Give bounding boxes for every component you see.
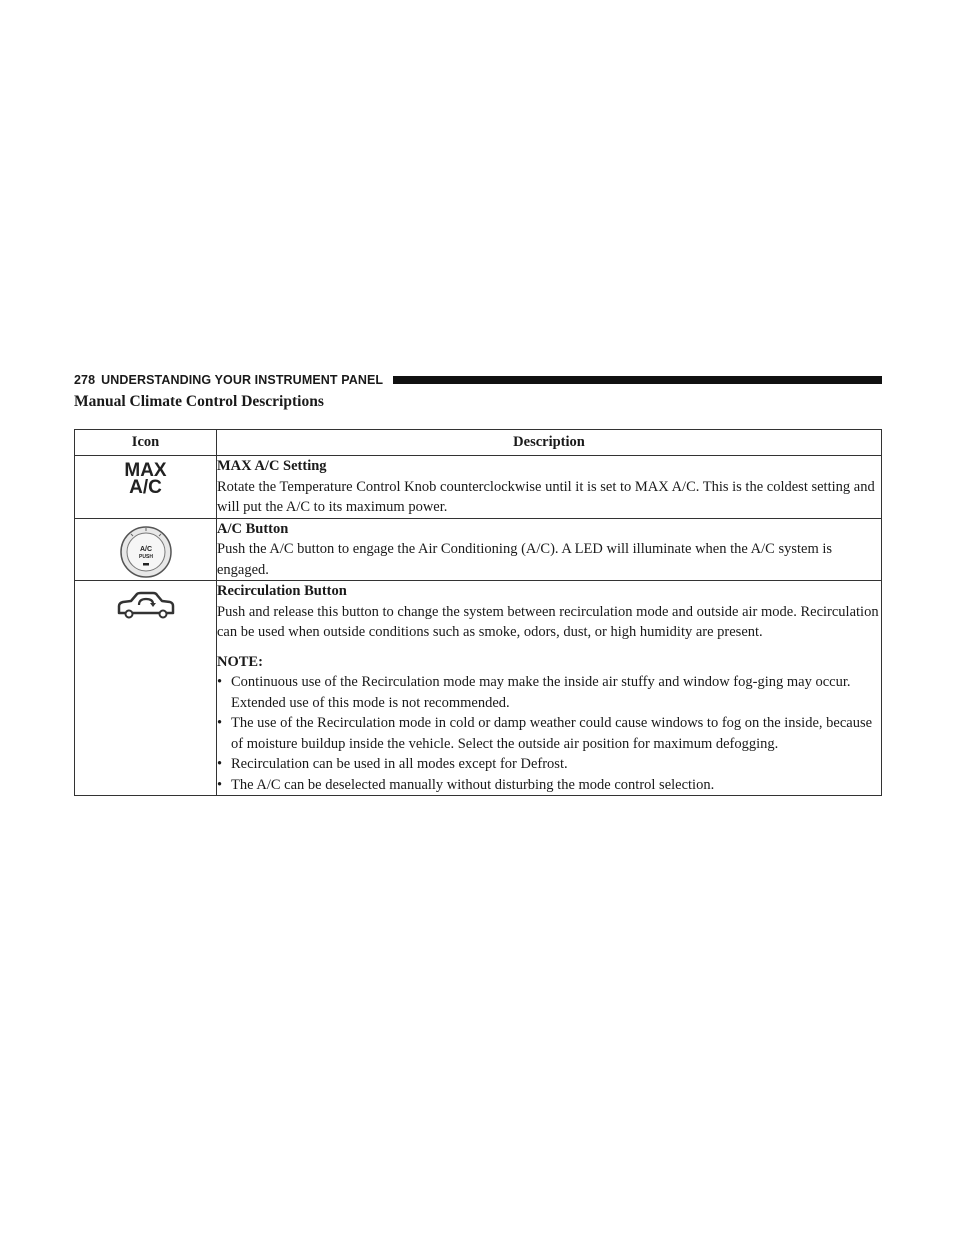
row-body: Push and release this button to change the system between recirculation mode and outside air mode. Recirculation can be used when outside conditions such as smoke, odors, dust, or high humidity are present. <box>217 603 879 640</box>
chapter-title: UNDERSTANDING YOUR INSTRUMENT PANEL <box>101 373 384 387</box>
bullet: • <box>217 776 223 793</box>
bullet: • <box>217 756 223 772</box>
svg-text:A/C: A/C <box>139 545 152 553</box>
table-header-row <box>75 430 882 456</box>
climate-control-table <box>74 429 882 796</box>
note-label: NOTE: <box>217 653 263 670</box>
list-item: • The A/C can be deselected manually without disturbing the mode control selection. <box>217 775 881 796</box>
list-item: • The use of the Recirculation mode in cold or damp weather could cause windows to fog on the inside, because of moisture buildup inside the vehicle. Select the outside air position for maximum defogging. <box>217 715 873 752</box>
table-row <box>75 581 882 796</box>
description-cell <box>217 518 882 581</box>
icon-cell <box>75 581 217 796</box>
bullet: • <box>217 674 223 690</box>
bullet: • <box>217 715 223 731</box>
row-body: Rotate the Temperature Control Knob counterclockwise until it is set to MAX A/C. This is the coldest setting and will put the A/C to its maximum power. <box>217 478 875 515</box>
description-cell <box>217 581 882 796</box>
max-ac-icon: MAX A/C <box>124 460 167 498</box>
note-list <box>217 672 881 795</box>
header-rule <box>393 376 882 384</box>
table-row <box>75 456 882 519</box>
row-title: Recirculation Button <box>217 583 347 599</box>
icon-cell <box>75 456 217 519</box>
column-header-icon: Icon <box>75 430 217 456</box>
row-title: A/C Button <box>217 520 289 537</box>
row-body: Push the A/C button to engage the Air Conditioning (A/C). A LED will illuminate when the A/C system is engaged. <box>217 541 833 578</box>
recirculation-icon <box>115 589 177 619</box>
page-header <box>74 372 882 388</box>
page-number: 278 <box>74 373 96 387</box>
column-header-description: Description <box>217 430 882 456</box>
svg-text:PUSH: PUSH <box>138 553 153 560</box>
description-cell <box>217 456 882 519</box>
icon-cell <box>75 518 217 581</box>
row-title: MAX A/C Setting <box>217 458 327 474</box>
table-row <box>75 518 882 581</box>
list-item: • Continuous use of the Recirculation mode may make the inside air stuffy and window fog-ging may occur. Extended use of this mode is not recommended. <box>217 674 851 711</box>
section-title: Manual Climate Control Descriptions <box>74 393 324 410</box>
list-item: • Recirculation can be used in all modes except for Defrost. <box>217 754 881 775</box>
ac-button-icon <box>119 525 173 579</box>
